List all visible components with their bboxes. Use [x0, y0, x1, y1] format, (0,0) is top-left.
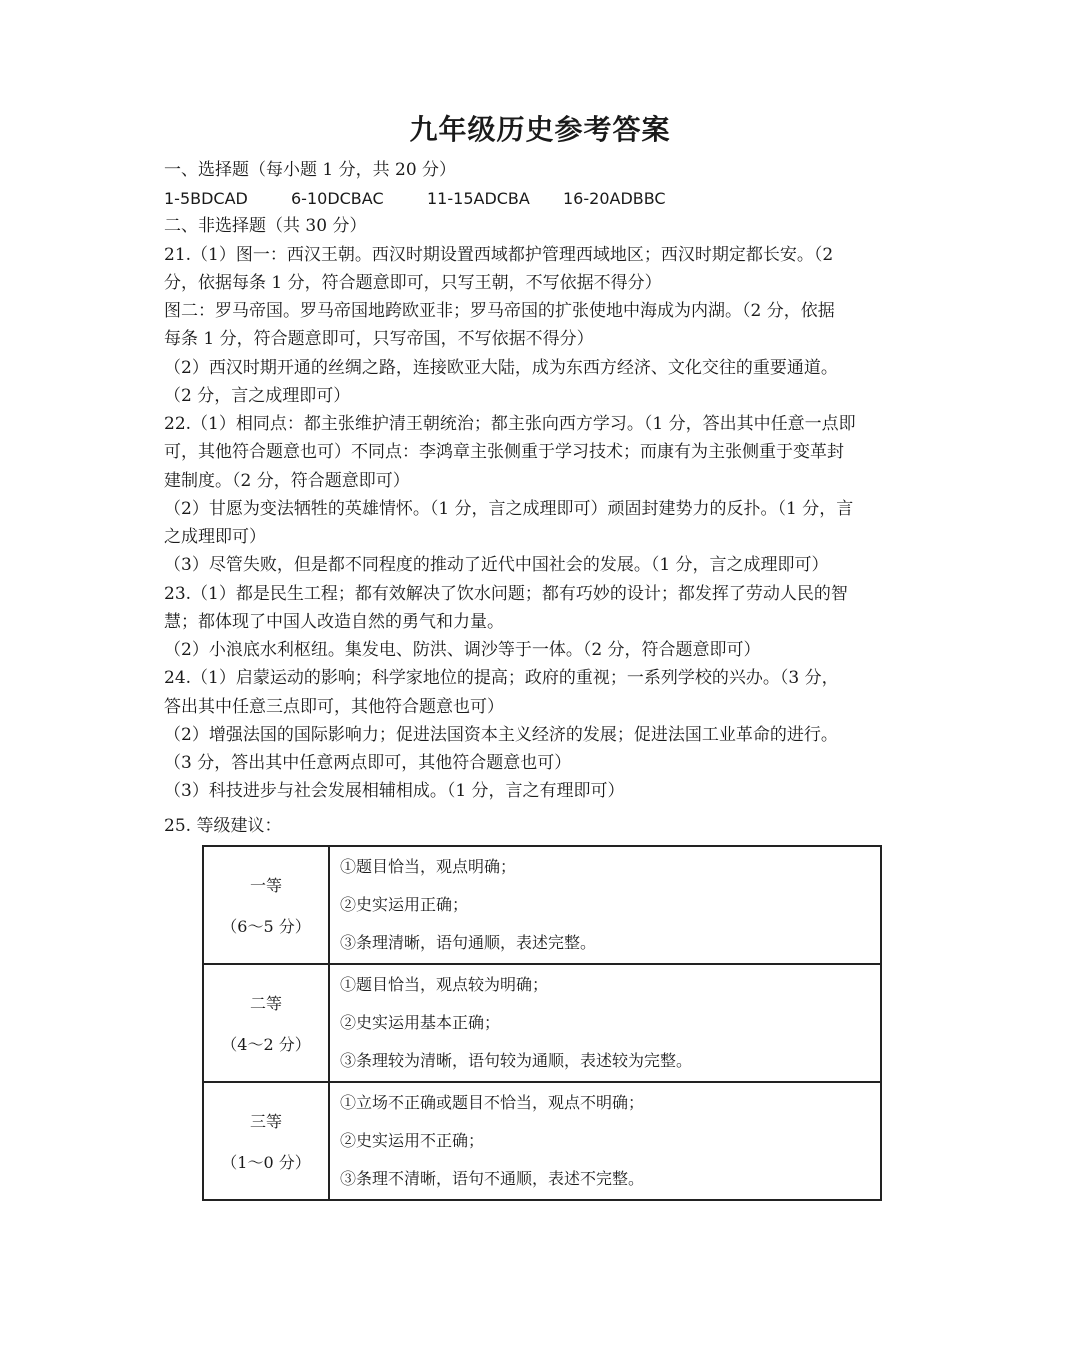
answer-line: 之成理即可）: [164, 527, 266, 547]
grade-row: [203, 964, 881, 1082]
grade-criterion: ①题目恰当，观点明确；: [340, 857, 517, 876]
grade-criteria-cell: [329, 964, 881, 1082]
section1-heading: 一、选择题（每小题 1 分，共 20 分）: [164, 160, 457, 180]
grade-level-cell: [203, 1082, 329, 1200]
grade-criterion: ①题目恰当，观点较为明确；: [340, 975, 549, 994]
answer-line: 每条 1 分，符合题意即可，只写帝国，不写依据不得分）: [164, 329, 594, 349]
grade-table: [202, 845, 882, 1201]
grade-criterion: ①立场不正确或题目不恰当，观点不明确；: [340, 1093, 645, 1112]
grade-criterion: ②史实运用不正确；: [340, 1131, 485, 1150]
answer-line: （2）甘愿为变法牺牲的英雄情怀。（1 分，言之成理即可）顽固封建势力的反扑。（1 分，言: [164, 499, 854, 519]
grade-criterion: ②史实运用正确；: [340, 895, 469, 914]
answer-line: （2 分，言之成理即可）: [164, 386, 351, 406]
answer-line: 建制度。（2 分，符合题意即可）: [164, 471, 410, 491]
answer-line: 可，其他符合题意也可）不同点：李鸿章主张侧重于学习技术；而康有为主张侧重于变革封: [164, 442, 844, 462]
answer-line: 分，依据每条 1 分，符合题意即可，只写王朝，不写依据不得分）: [164, 273, 662, 293]
grade-level-cell: [203, 964, 329, 1082]
answer-line: 慧；都体现了中国人改造自然的勇气和力量。: [164, 612, 504, 632]
answer-line: （3 分，答出其中任意两点即可，其他符合题意也可）: [164, 753, 572, 773]
grade-level: 三等: [249, 1112, 282, 1131]
grade-criteria-cell: [329, 846, 881, 964]
grade-criterion: ③条理清晰，语句通顺，表述完整。: [340, 933, 597, 952]
grade-level: 二等: [249, 994, 282, 1013]
answer-line: （2）小浪底水利枢纽。集发电、防洪、调沙等于一体。（2 分，符合题意即可）: [164, 640, 761, 660]
grade-criterion: ③条理较为清晰，语句较为通顺，表述较为完整。: [340, 1051, 693, 1070]
section2-heading: 二、非选择题（共 30 分）: [164, 216, 367, 236]
answer-line: （2）西汉时期开通的丝绸之路，连接欧亚大陆，成为东西方经济、文化交往的重要通道。: [164, 358, 838, 378]
answer-line: 图二：罗马帝国。罗马帝国地跨欧亚非；罗马帝国的扩张使地中海成为内湖。（2 分，依据: [164, 301, 835, 321]
answer-line: 答出其中任意三点即可，其他符合题意也可）: [164, 697, 504, 717]
answer-group: 16-20ADBBC: [563, 189, 666, 208]
grade-criterion: ③条理不清晰，语句不通顺，表述不完整。: [340, 1169, 645, 1188]
grade-row: [203, 846, 881, 964]
answer-line: （2）增强法国的国际影响力；促进法国资本主义经济的发展；促进法国工业革命的进行。: [164, 725, 838, 745]
answer-group: 11-15ADCBA: [427, 189, 530, 208]
answer-line: 21.（1）图一：西汉王朝。西汉时期设置西域都护管理西域地区；西汉时期定都长安。（2: [164, 245, 834, 265]
answer-line: 22.（1）相同点：都主张维护清王朝统治；都主张向西方学习。（1 分，答出其中任意一点即: [164, 414, 856, 434]
answer-line: 25. 等级建议：: [164, 816, 282, 836]
grade-range: （6～5 分）: [221, 917, 311, 936]
answer-group: 6-10DCBAC: [291, 189, 384, 208]
grade-level: 一等: [249, 876, 282, 895]
grade-range: （4～2 分）: [221, 1035, 311, 1054]
answer-group: 1-5BDCAD: [164, 189, 248, 208]
grade-range: （1～0 分）: [221, 1153, 311, 1172]
answer-line: （3）尽管失败，但是都不同程度的推动了近代中国社会的发展。（1 分，言之成理即可）: [164, 555, 829, 575]
grade-level-cell: [203, 846, 329, 964]
grade-criterion: ②史实运用基本正确；: [340, 1013, 501, 1032]
grade-row: [203, 1082, 881, 1200]
answer-line: （3）科技进步与社会发展相辅相成。（1 分，言之有理即可）: [164, 781, 625, 801]
grade-criteria-cell: [329, 1082, 881, 1200]
answer-line: 24.（1）启蒙运动的影响；科学家地位的提高；政府的重视；一系列学校的兴办。（3 分，: [164, 668, 839, 688]
answer-line: 23.（1）都是民生工程；都有效解决了饮水问题；都有巧妙的设计；都发挥了劳动人民的智: [164, 584, 848, 604]
page-title: 九年级历史参考答案: [409, 113, 671, 146]
